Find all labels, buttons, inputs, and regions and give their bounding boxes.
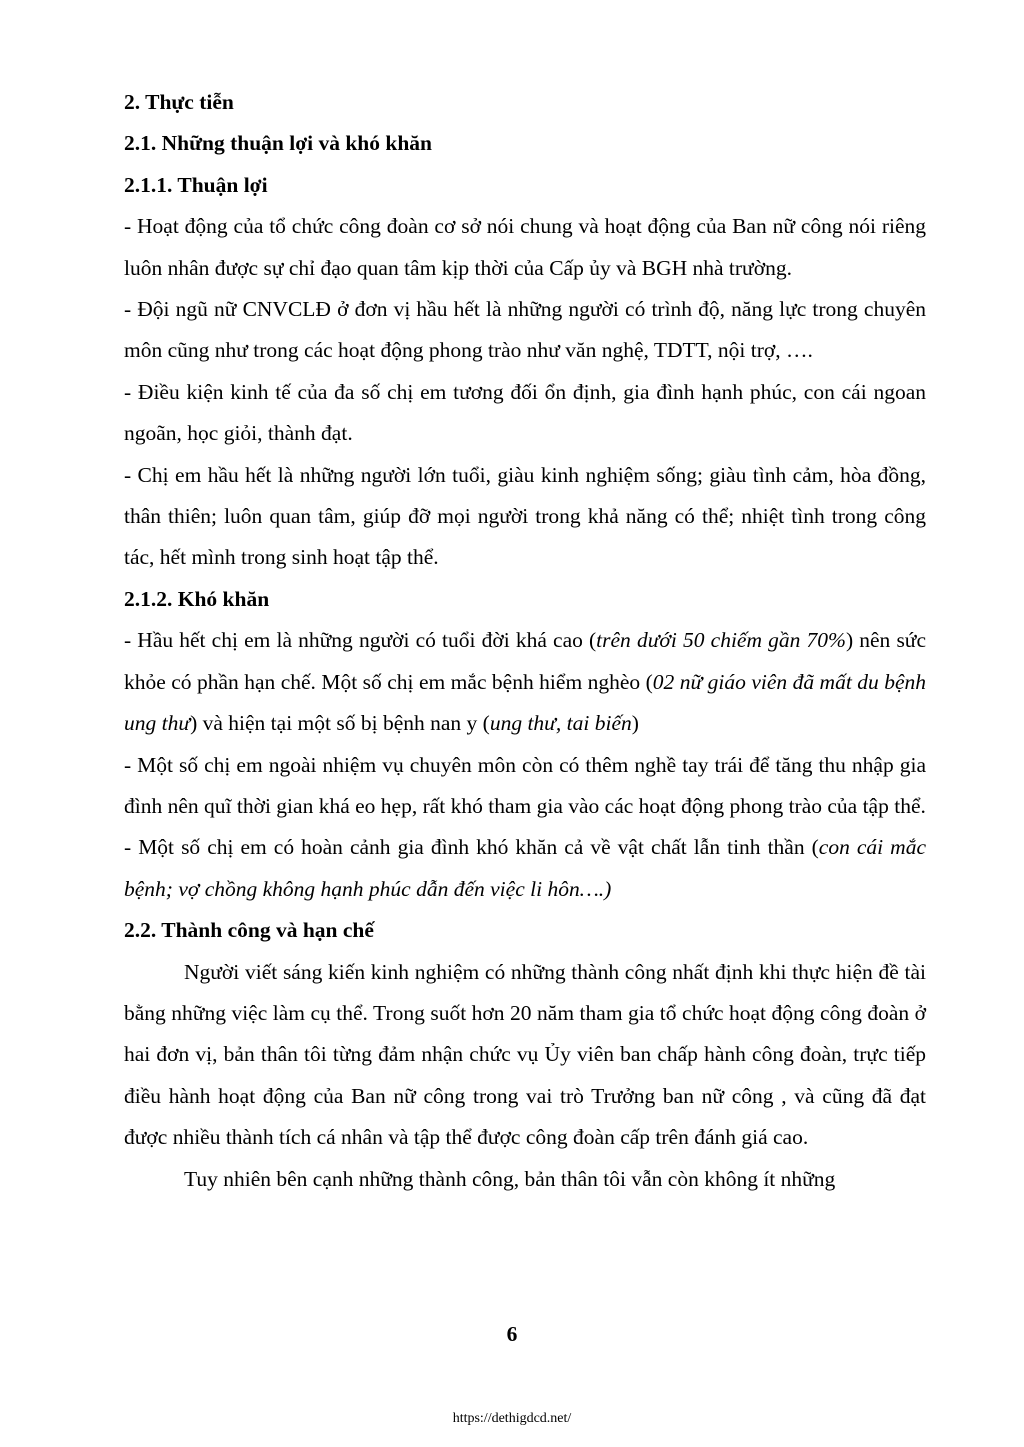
heading-2-1-1: 2.1.1. Thuận lợi bbox=[124, 172, 268, 197]
heading-2-2: 2.2. Thành công và hạn chế bbox=[124, 918, 374, 943]
kho-khan-text: ) nên sức khỏe có phần hạn chế. Một số chị em mắc bệnh hiểm nghèo ( bbox=[124, 628, 927, 694]
thuan-loi-paragraph-1: - Hoạt động của tổ chức công đoàn cơ sở nói chung và hoạt động của Ban nữ công nói riêng luôn nhân được sự chỉ đạo quan tâm kịp thời của Cấp ủy và BGH nhà trường. bbox=[124, 214, 926, 280]
kho-khan-italic-note: 02 nữ giáo viên đã mất du bệnh ung thư bbox=[124, 669, 926, 736]
kho-khan-text: - Một số chị em có hoàn cảnh gia đình khó khăn cả về vật chất lẫn tinh thần ( bbox=[124, 835, 819, 860]
kho-khan-paragraph-3 bbox=[124, 827, 926, 910]
heading-2: 2. Thực tiễn bbox=[124, 90, 234, 114]
kho-khan-italic-note: con cái mắc bệnh; vợ chồng không hạnh phúc dẫn đến việc li hôn….) bbox=[124, 835, 926, 901]
page-number: 6 bbox=[506, 1322, 518, 1346]
thanh-cong-paragraph-2: Tuy nhiên bên cạnh những thành công, bản thân tôi vẫn còn không ít những bbox=[184, 1166, 836, 1191]
thanh-cong-paragraph-1: Người viết sáng kiến kinh nghiệm có những thành công nhất định khi thực hiện đề tài bằng những việc làm cụ thể. Trong suốt hơn 20 năm tham gia tổ chức hoạt động công đoàn ở hai đơn vị, bản thân tôi từng đảm nhận chức vụ Ủy viên ban chấp hành công đoàn, trực tiếp điều hành hoạt động của Ban nữ công trong vai trò Trưởng ban nữ công , và cũng đã đạt được nhiều thành tích cá nhân và tập thể được công đoàn cấp trên đánh giá cao. bbox=[124, 959, 926, 1150]
footer-url: https://dethigdcd.net/ bbox=[452, 1411, 572, 1426]
kho-khan-paragraph-2: - Một số chị em ngoài nhiệm vụ chuyên môn còn có thêm nghề tay trái để tăng thu nhập gia đình nên quĩ thời gian khá eo hẹp, rất khó tham gia vào các hoạt động phong trào của tập thể. bbox=[124, 752, 926, 818]
thuan-loi-paragraph-2: - Đội ngũ nữ CNVCLĐ ở đơn vị hầu hết là những người có trình độ, năng lực trong chuyên môn cũng như trong các hoạt động phong trào như văn nghệ, TDTT, nội trợ, …. bbox=[124, 297, 926, 363]
thuan-loi-paragraph-3: - Điều kiện kinh tế của đa số chị em tương đối ổn định, gia đình hạnh phúc, con cái ngoan ngoãn, học giỏi, thành đạt. bbox=[124, 379, 926, 446]
kho-khan-text: ) và hiện tại một số bị bệnh nan y ( bbox=[190, 711, 490, 736]
kho-khan-paragraph-1 bbox=[124, 620, 926, 744]
thuan-loi-paragraph-4: - Chị em hầu hết là những người lớn tuổi, giàu kinh nghiệm sống; giàu tình cảm, hòa đồng, thân thiên; luôn quan tâm, giúp đỡ mọi người trong khả năng có thể; nhiệt tình trong công tác, hết mình trong sinh hoạt tập thể. bbox=[124, 462, 926, 570]
document-body bbox=[124, 82, 926, 1200]
heading-2-1-2: 2.1.2. Khó khăn bbox=[124, 586, 270, 611]
kho-khan-text: ) bbox=[631, 711, 639, 736]
heading-2-1: 2.1. Những thuận lợi và khó khăn bbox=[124, 131, 433, 156]
kho-khan-text: - Hầu hết chị em là những người có tuổi đời khá cao ( bbox=[124, 628, 597, 653]
kho-khan-italic-note: ung thư, tai biến bbox=[489, 711, 632, 736]
kho-khan-italic-note: trên dưới 50 chiếm gần 70% bbox=[596, 628, 846, 653]
